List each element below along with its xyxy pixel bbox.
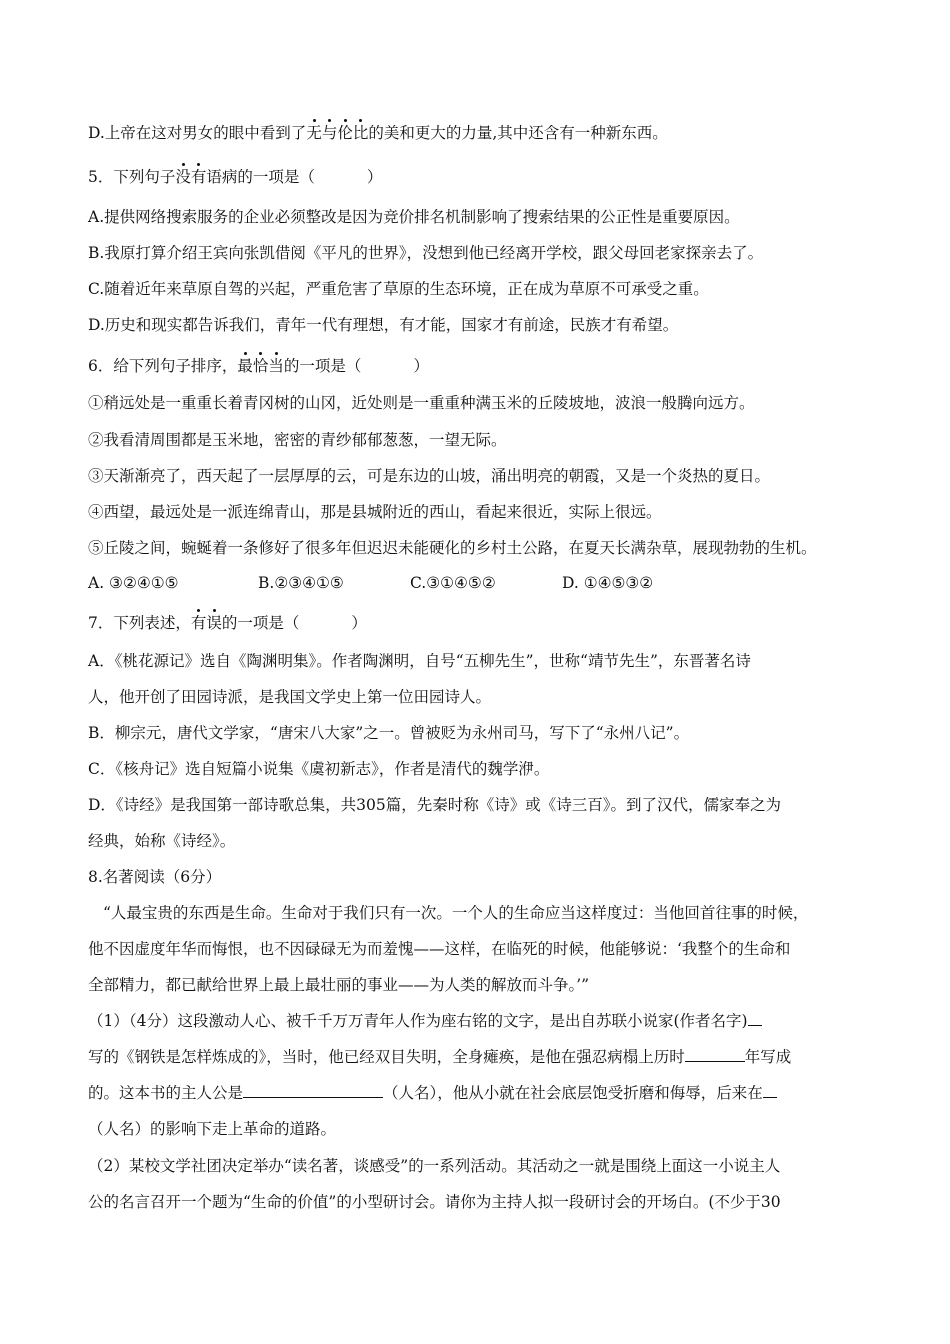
q7-option-d-line1: D．《诗经》是我国第一部诗歌总集，共305篇，先秦时称《诗》或《诗三百》。到了汉代，儒家奉之为 — [88, 796, 782, 814]
q6-option-c: C.③①④⑤② — [410, 574, 496, 592]
emphasis-char: 误 — [206, 614, 222, 632]
q8-part1-text: （1）（4分）这段激动人心、被千千万万青年人作为座右铭的文字，是出自苏联小说家(作者名字) — [88, 1012, 748, 1030]
q8-part1-line3 — [88, 1082, 862, 1104]
q8-part1-text: 的。这本书的主人公是 — [88, 1084, 244, 1102]
q8-part1-line1 — [88, 1010, 862, 1032]
q7-option-b: B．柳宗元，唐代文学家，“唐宋八大家”之一。曾被贬为永州司马，写下了“永州八记”。 — [88, 724, 690, 742]
q8-part2-line2: 公的名言召开一个题为“生命的价值”的小型研讨会。请你为主持人拟一段研讨会的开场白。(不少于30 — [88, 1193, 781, 1211]
q8-part1-text: （人名），他从小就在社会底层饱受折磨和侮辱，后来在 — [383, 1084, 763, 1102]
emphasis-char: 伦 — [337, 124, 353, 142]
q4-option-d-pre: D.上帝在这对男女的眼中看到了 — [88, 124, 307, 142]
q6-stem-pre: 6．给下列句子排序， — [88, 357, 238, 375]
q6-sentence-5: ⑤丘陵之间，蜿蜒着一条修好了很多年但迟迟未能硬化的乡村土公路，在夏天长满杂草，展现勃勃的生机。 — [88, 539, 817, 557]
q7-stem-pre: 7．下列表述， — [88, 614, 191, 632]
q5-option-a: A.提供网络搜索服务的企业必须整改是因为竞价排名机制影响了搜索结果的公正性是重要原因。 — [88, 208, 740, 226]
emphasis-char: 无 — [306, 124, 322, 142]
q7-option-c: C．《核舟记》选自短篇小说集《虞初新志》，作者是清代的魏学洢。 — [88, 760, 550, 778]
emphasis-char: 有 — [190, 614, 207, 632]
q7-option-a-line1: A．《桃花源记》选自《陶渊明集》。作者陶渊明，自号“五柳先生”，世称“靖节先生”，东晋著名诗 — [88, 652, 751, 670]
author-answer-blank[interactable] — [748, 1010, 762, 1026]
emphasis-char: 没 — [175, 168, 191, 186]
q7-option-a-line2: 人，他开创了田园诗派，是我国文学史上第一位田园诗人。 — [88, 688, 492, 706]
q5-option-c: C.随着近年来草原自驾的兴起，严重危害了草原的生态环境，正在成为草原不可承受之重。 — [88, 280, 709, 298]
emphasis-char: 比 — [352, 124, 369, 142]
q5-stem-pre: 5．下列句子 — [88, 168, 176, 186]
q8-quote-line3: 全部精力，都已献给世界上最上最壮丽的事业——为人类的解放而斗争。’” — [88, 976, 590, 994]
q6-option-a: A. ③②④①⑤ — [88, 574, 179, 592]
q5-stem-close: ） — [366, 168, 383, 186]
protagonist-answer-blank[interactable] — [243, 1082, 383, 1098]
q6-option-d: D. ①④⑤③② — [562, 574, 654, 592]
emphasis-char: 与 — [321, 124, 338, 142]
q8-part2-line1: （2）某校文学社团决定举办“读名著，谈感受”的一系列活动。其活动之一就是围绕上面这一小说主人 — [88, 1157, 781, 1175]
q6-stem-close: ） — [413, 357, 429, 375]
emphasis-char: 当 — [268, 357, 284, 375]
emphasis-char: 最 — [237, 357, 253, 375]
emphasis-char: 恰 — [252, 357, 269, 375]
q6-sentence-1: ①稍远处是一重重长着青冈树的山冈，近处则是一重重种满玉米的丘陵坡地，波浪一般腾向远方。 — [88, 394, 755, 412]
emphasis-char: 有 — [190, 168, 207, 186]
years-answer-blank[interactable] — [685, 1046, 745, 1062]
q8-quote-line2: 他不因虚度年华而悔恨，也不因碌碌无为而羞愧——这样，在临死的时候，他能够说：‘我整个的生命和 — [88, 940, 791, 958]
q6-stem-post: 的一项是（ — [283, 357, 362, 375]
q7-stem-post: 的一项是（ — [221, 614, 300, 632]
q8-part1-text: 年写成 — [744, 1048, 792, 1066]
q6-option-b: B.②③④①⑤ — [258, 574, 344, 592]
q7-stem — [88, 612, 862, 634]
q4-option-d — [88, 122, 862, 144]
q6-sentence-2: ②我看清周围都是玉米地，密密的青纱郁郁葱葱，一望无际。 — [88, 431, 507, 449]
q8-part1-text: 写的《钢铁是怎样炼成的》，当时，他已经双目失明，全身瘫痪，是他在强忍病榻上历时 — [88, 1048, 685, 1066]
q8-title: 8.名著阅读（6分） — [88, 868, 222, 886]
q5-stem-post: 语病的一项是（ — [206, 168, 315, 186]
q6-options — [88, 572, 862, 594]
q5-stem — [88, 166, 862, 188]
q6-sentence-4: ④西望，最远处是一派连绵青山，那是县城附近的西山，看起来很近，实际上很远。 — [88, 503, 662, 521]
q4-option-d-post: 的美和更大的力量,其中还含有一种新东西。 — [368, 124, 668, 142]
q6-sentence-3: ③天渐渐亮了，西天起了一层厚厚的云，可是东边的山坡，涌出明亮的朝霞，又是一个炎热的夏日。 — [88, 467, 771, 485]
q8-part1-line4: （人名）的影响下走上革命的道路。 — [88, 1120, 337, 1138]
q5-option-b: B.我原打算介绍王宾向张凯借阅《平凡的世界》，没想到他已经离开学校，跟父母回老家探亲去了。 — [88, 244, 764, 262]
q8-part1-line2 — [88, 1046, 862, 1068]
q6-stem — [88, 355, 862, 377]
mentor-answer-blank[interactable] — [763, 1082, 777, 1098]
q7-option-d-line2: 经典，始称《诗经》。 — [88, 832, 236, 850]
q7-stem-close: ） — [351, 614, 367, 632]
q5-option-d: D.历史和现实都告诉我们，青年一代有理想，有才能，国家才有前途，民族才有希望。 — [88, 316, 679, 334]
q8-quote-line1: “人最宝贵的东西是生命。生命对于我们只有一次。一个人的生命应当这样度过：当他回首往事的时候， — [103, 904, 809, 922]
